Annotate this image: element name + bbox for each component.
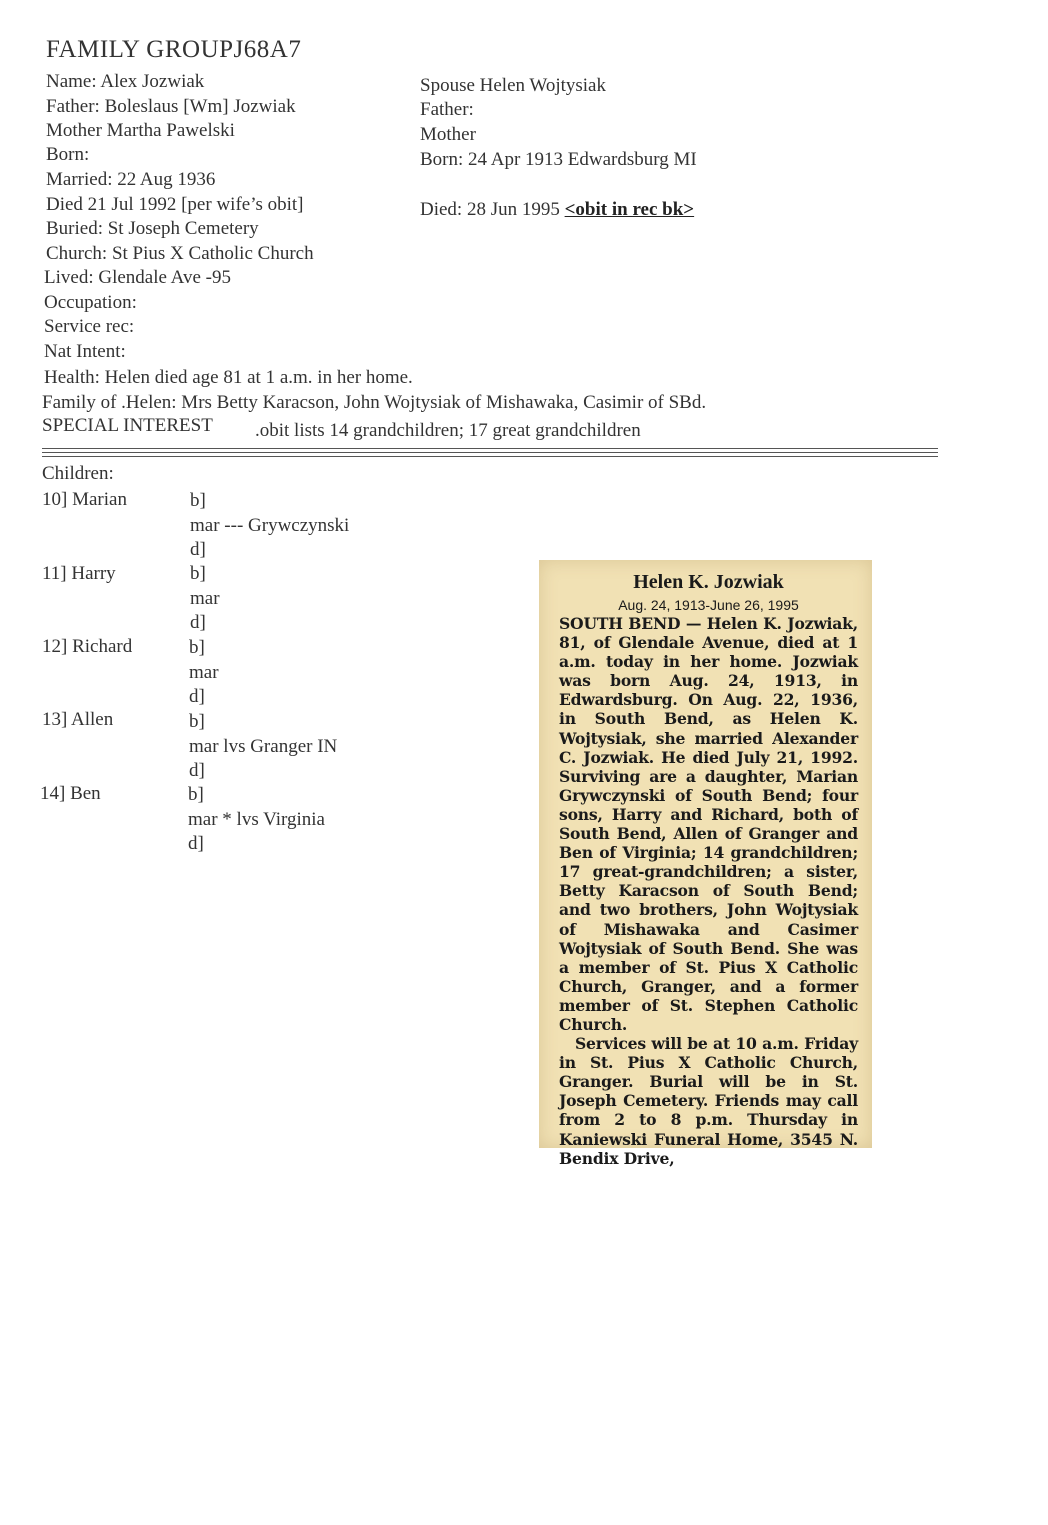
child-married: mar * lvs Virginia: [188, 809, 325, 830]
child-born: b]: [189, 711, 205, 732]
child-name: 12] Richard: [42, 636, 133, 657]
husband-buried: Buried: St Joseph Cemetery: [46, 218, 259, 239]
child-married: mar --- Grywczynski: [190, 515, 350, 536]
child-born: b]: [188, 784, 204, 805]
child-died: d]: [188, 833, 204, 854]
special-interest-label: SPECIAL INTEREST: [42, 415, 213, 436]
husband-name: Name: Alex Jozwiak: [46, 71, 205, 92]
husband-died: Died 21 Jul 1992 [per wife’s obit]: [46, 194, 304, 215]
spouse-born: Born: 24 Apr 1913 Edwardsburg MI: [420, 149, 697, 170]
health-line: Health: Helen died age 81 at 1 a.m. in her home.: [44, 367, 413, 388]
spouse-mother: Mother: [420, 124, 476, 145]
child-name: 13] Allen: [42, 709, 114, 730]
divider-line: [42, 452, 938, 453]
child-name: 10] Marian: [42, 489, 127, 510]
husband-married: Married: 22 Aug 1936: [46, 169, 216, 190]
husband-father: Father: Boleslaus [Wm] Jozwiak: [46, 96, 296, 117]
spouse-name: Spouse Helen Wojtysiak: [420, 75, 606, 96]
husband-born: Born:: [46, 144, 90, 165]
child-born: b]: [189, 637, 205, 658]
special-interest-text: .obit lists 14 grandchildren; 17 great grandchildren: [255, 420, 641, 441]
child-married: mar lvs Granger IN: [189, 736, 338, 757]
husband-nat-intent: Nat Intent:: [44, 341, 126, 362]
child-born: b]: [190, 490, 206, 511]
child-died: d]: [190, 612, 206, 633]
obituary-paragraph: SOUTH BEND — Helen K. Jozwiak, 81, of Glendale Avenue, died at 1 a.m. today in her home. Jozwiak was born Aug. 24, 1913, in Edwardsburg. On Aug. 22, 1936, in South Bend, as Helen K. Wojtysiak, she married Alexander C. Jozwiak. He died July 21, 1992. Surviving are a daughter, Marian Grywczynski of South Bend; four sons, Harry and Richard, both of South Bend, Allen of Granger and Ben of Virginia; 14 grandchildren; 17 great-grandchildren; a sister, Betty Karacson of South Bend; and two brothers, John Wojtysiak of Mishawaka and Casimer Wojtysiak of South Bend. She was a member of St. Pius X Catholic Church, Granger, and a former member of St. Stephen Catholic Church.: [559, 614, 858, 1034]
husband-church: Church: St Pius X Catholic Church: [46, 243, 314, 264]
child-died: d]: [189, 686, 205, 707]
child-died: d]: [190, 539, 206, 560]
obituary-dates: Aug. 24, 1913-June 26, 1995: [618, 597, 799, 613]
children-label: Children:: [42, 463, 114, 484]
family-of-line: Family of .Helen: Mrs Betty Karacson, John Wojtysiak of Mishawaka, Casimir of SBd.: [42, 392, 707, 413]
child-married: mar: [189, 662, 219, 683]
page-title: FAMILY GROUPJ68A7: [46, 36, 302, 63]
husband-mother: Mother Martha Pawelski: [46, 120, 235, 141]
child-born: b]: [190, 563, 206, 584]
obituary-clipping: [539, 560, 872, 1168]
obituary-paragraph: Services will be at 10 a.m. Friday in St. Pius X Catholic Church, Granger. Burial will be in St. Joseph Cemetery. Friends may call from 2 to 8 p.m. Thursday in Kaniewski Funeral Home, 3545 N. Bendix Drive,: [559, 1034, 858, 1168]
child-died: d]: [189, 760, 205, 781]
child-name: 14] Ben: [40, 783, 101, 804]
husband-lived: Lived: Glendale Ave -95: [44, 267, 231, 288]
spouse-died: [420, 198, 694, 222]
divider-line: [42, 456, 938, 457]
obituary-headline: Helen K. Jozwiak: [633, 571, 784, 593]
divider-line: [42, 448, 938, 449]
husband-occupation: Occupation:: [44, 292, 137, 313]
spouse-father: Father:: [420, 99, 474, 120]
spouse-died-text: Died: 28 Jun 1995: [420, 199, 565, 220]
child-married: mar: [190, 588, 220, 609]
husband-service-record: Service rec:: [44, 316, 135, 337]
child-name: 11] Harry: [42, 563, 116, 584]
obit-record-link[interactable]: <obit in rec bk>: [564, 199, 695, 220]
